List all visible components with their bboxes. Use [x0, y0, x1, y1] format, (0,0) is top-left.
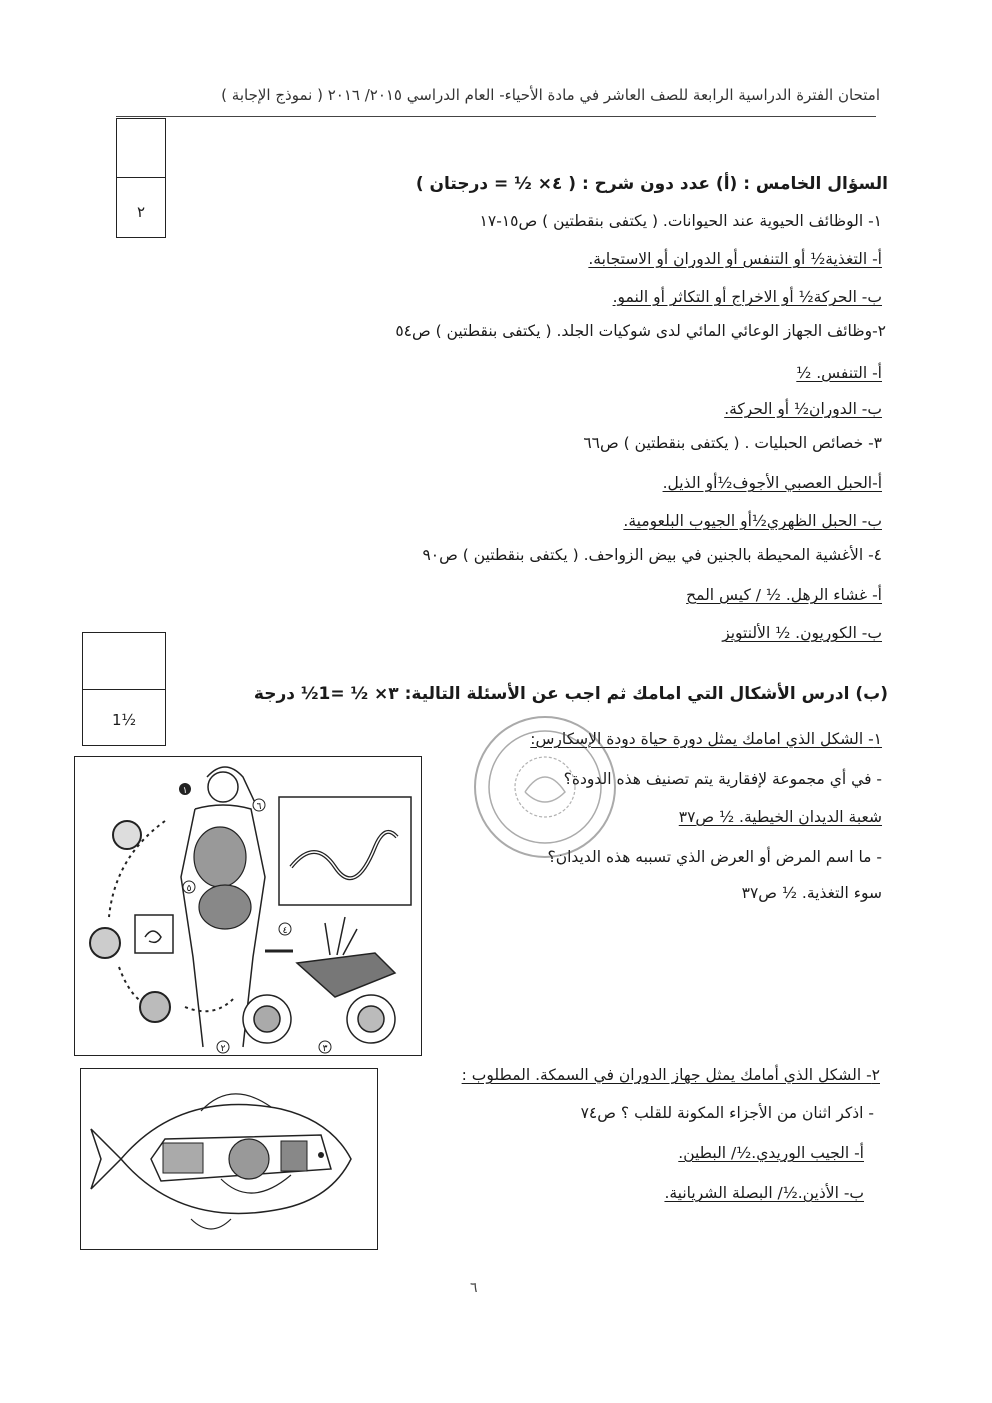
fig1-label-4: ٤: [282, 926, 288, 936]
fish-diagram: [81, 1069, 377, 1249]
ascaris-life-cycle-figure: [74, 756, 422, 1056]
section5-title-text: السؤال الخامس : (أ) عدد دون شرح :: [581, 174, 888, 194]
section-b-title-text: (ب) ادرس الأشكال التي امامك ثم اجب عن الأسئلة التالية:: [404, 684, 888, 704]
q2-answer-a: أ- التنفس. ½: [796, 364, 882, 382]
fig1-a2: سوء التغذية. ½ ص٣٧: [741, 884, 882, 902]
fig1-label-5: ٥: [186, 884, 192, 894]
fig1-label-2: ٢: [220, 1044, 226, 1054]
score-box-divider: [83, 689, 165, 690]
fig2-answer-a: أ- الجيب الوريدي.½/ البطين.: [678, 1144, 864, 1162]
ascaris-diagram: [75, 757, 421, 1055]
fig2-question: ٢- الشكل الذي أمامك يمثل جهاز الدوران في السمكة. المطلوب :: [461, 1066, 880, 1084]
q2-text: ٢-وظائف الجهاز الوعائي المائي لدى شوكيات الجلد. ( يكتفى بنقطتين ) ص٥٤: [395, 322, 886, 340]
score-box-2: [82, 632, 166, 746]
q1-answer-a: أ- التغذية½ أو التنفس أو الدوران أو الاستجابة.: [588, 250, 882, 268]
q4-answer-a: أ- غشاء الرهل. ½ / كيس المح: [686, 586, 882, 604]
q3-text: ٣- خصائص الحبليات . ( يكتفى بنقطتين ) ص٦٦: [583, 434, 882, 452]
q3-answer-a: أ-الحبل العصبي الأجوف½أو الذيل.: [662, 474, 882, 492]
q3-answer-b: ب- الحبل الظهري½أو الجيوب البلعومية.: [623, 512, 882, 530]
exam-header: امتحان الفترة الدراسية الرابعة للصف العاشر في مادة الأحياء- العام الدراسي ٢٠١٥/ ٢٠١٦ ( نموذج الإجابة ): [221, 86, 880, 104]
score-box-1: [116, 118, 166, 238]
q1-text: ١- الوظائف الحيوية عند الحيوانات. ( يكتفى بنقطتين ) ص١٥-١٧: [479, 212, 882, 230]
q4-answer-b: ب- الكوريون. ½ الألنتويز: [722, 624, 882, 642]
section-b-marks: ٣× ½ =1½ درجة: [253, 684, 399, 704]
section5-marks: ( ٤× ½ = درجتان ): [415, 174, 577, 194]
header-rule: [116, 116, 876, 117]
fig1-a1: شعبة الديدان الخيطية. ½ ص٣٧: [678, 808, 882, 826]
fig1-q1: - في أي مجموعة لإفقارية يتم تصنيف هذه الدودة؟: [563, 770, 882, 788]
score-box-divider: [117, 177, 165, 178]
fig1-question: ١- الشكل الذي امامك يمثل دورة حياة دودة الإسكارس:: [530, 730, 882, 748]
section5-title: [416, 174, 888, 194]
fig1-label-3: ٣: [322, 1044, 328, 1054]
fish-circulation-figure: [80, 1068, 378, 1250]
q1-answer-b: ب- الحركة½ أو الاخراج أو التكاثر أو النمو.: [612, 288, 882, 306]
fig1-label-1: ١: [182, 786, 188, 796]
fig2-sub-question: - اذكر اثنان من الأجزاء المكونة للقلب ؟ ص٧٤: [580, 1104, 874, 1122]
fig1-label-6: ٦: [256, 802, 262, 812]
page-number: ٦: [470, 1280, 478, 1296]
q4-text: ٤- الأغشية المحيطة بالجنين في بيض الزواحف. ( يكتفى بنقطتين ) ص٩٠: [422, 546, 882, 564]
school-stamp-image: [470, 712, 620, 862]
q2-answer-b: ب- الدوران½ أو الحركة.: [724, 400, 882, 418]
score-value-2: 1½: [111, 711, 137, 729]
fig1-q2: - ما اسم المرض أو العرض الذي تسببه هذه الديدان؟: [547, 848, 882, 866]
score-value-1: ٢: [136, 203, 146, 221]
fig2-answer-b: ب- الأذين.½/ البصلة الشريانية.: [664, 1184, 864, 1202]
section-b-title: [254, 684, 888, 704]
